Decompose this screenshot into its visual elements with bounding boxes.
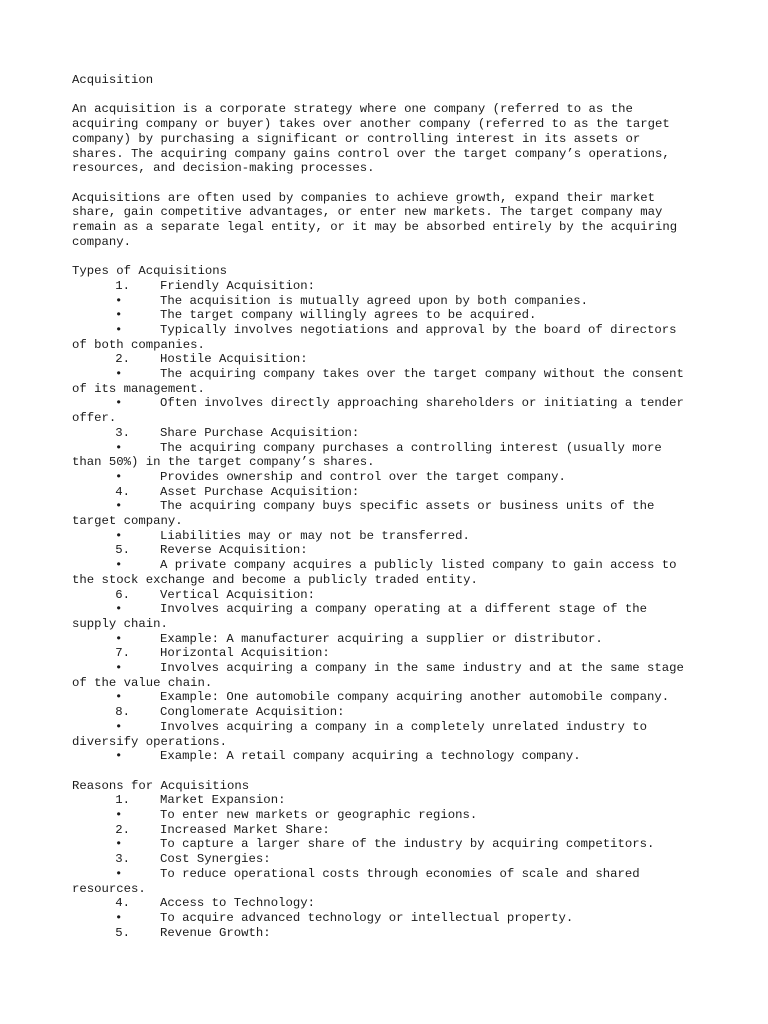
list-number: 6. bbox=[115, 587, 130, 602]
list-item-title: Conglomerate Acquisition: bbox=[160, 705, 345, 720]
list-number: 5. bbox=[115, 925, 130, 940]
bullet-text: The acquiring company purchases a controlling interest (usually more bbox=[160, 440, 662, 455]
bullet-icon: • bbox=[115, 440, 123, 455]
document-title: Acquisition bbox=[72, 73, 154, 87]
bullet-icon: • bbox=[115, 499, 123, 514]
bullet-icon: • bbox=[115, 719, 123, 734]
bullet-text-continuation: target company. bbox=[72, 514, 183, 528]
paragraph-line: resources, and decision-making processes. bbox=[72, 161, 375, 176]
bullet-text-continuation: the stock exchange and become a publicly traded entity. bbox=[72, 572, 478, 587]
bullet-text: To acquire advanced technology or intellectual property. bbox=[160, 910, 574, 925]
list-item-title: Revenue Growth: bbox=[160, 925, 271, 940]
paragraph-line: acquiring company or buyer) takes over another company (referred to as the target bbox=[72, 117, 670, 132]
list-item-title: Cost Synergies: bbox=[160, 852, 271, 867]
paragraph-line: company) by purchasing a significant or controlling interest in its assets or bbox=[72, 131, 641, 146]
bullet-text-continuation: diversify operations. bbox=[72, 734, 227, 749]
list-number: 1. bbox=[115, 793, 130, 808]
bullet-icon: • bbox=[115, 322, 123, 337]
bullet-icon: • bbox=[115, 293, 123, 308]
bullet-text: To enter new markets or geographic regions. bbox=[160, 808, 478, 822]
list-number: 3. bbox=[115, 852, 130, 867]
bullet-text: Typically involves negotiations and approval by the board of directors bbox=[160, 322, 677, 337]
bullet-text-continuation: of its management. bbox=[72, 381, 205, 396]
paragraph-line: remain as a separate legal entity, or it may be absorbed entirely by the acquiring bbox=[72, 220, 678, 234]
list-item-title: Horizontal Acquisition: bbox=[160, 646, 330, 661]
list-item-title: Vertical Acquisition: bbox=[160, 587, 315, 602]
list-item-title: Share Purchase Acquisition: bbox=[160, 425, 360, 440]
list-item-title: Friendly Acquisition: bbox=[160, 278, 315, 293]
list-item-title: Market Expansion: bbox=[160, 793, 286, 808]
bullet-icon: • bbox=[115, 910, 123, 925]
list-item-title: Reverse Acquisition: bbox=[160, 543, 308, 558]
paragraph-line: company. bbox=[72, 234, 132, 249]
bullet-text-continuation: of the value chain. bbox=[72, 675, 213, 690]
paragraph-line: An acquisition is a corporate strategy where one company (referred to as the bbox=[72, 102, 633, 117]
bullet-text-continuation: of both companies. bbox=[72, 337, 205, 352]
bullet-icon: • bbox=[115, 469, 123, 484]
list-number: 1. bbox=[115, 278, 130, 293]
bullet-text: Involves acquiring a company operating at a different stage of the bbox=[160, 602, 648, 617]
bullet-icon: • bbox=[115, 661, 123, 675]
bullet-text: A private company acquires a publicly listed company to gain access to bbox=[160, 558, 677, 573]
paragraph-line: shares. The acquiring company gains control over the target company’s operations, bbox=[72, 146, 670, 161]
list-number: 4. bbox=[115, 484, 130, 499]
bullet-text-continuation: than 50%) in the target company’s shares. bbox=[72, 455, 375, 470]
paragraph-line: Acquisitions are often used by companies to achieve growth, expand their market bbox=[72, 190, 655, 205]
bullet-text: Example: One automobile company acquiring another automobile company. bbox=[160, 690, 670, 705]
paragraph-line: share, gain competitive advantages, or enter new markets. The target company may bbox=[72, 205, 663, 220]
bullet-icon: • bbox=[115, 808, 123, 822]
bullet-text: The acquisition is mutually agreed upon by both companies. bbox=[160, 293, 589, 308]
list-item-title: Hostile Acquisition: bbox=[160, 352, 308, 367]
list-number: 3. bbox=[115, 425, 130, 440]
bullet-text: Involves acquiring a company in a completely unrelated industry to bbox=[160, 719, 648, 734]
bullet-text: Often involves directly approaching shareholders or initiating a tender bbox=[160, 396, 684, 411]
bullet-icon: • bbox=[115, 631, 123, 646]
bullet-icon: • bbox=[115, 367, 123, 381]
list-number: 2. bbox=[115, 822, 130, 837]
list-item-title: Asset Purchase Acquisition: bbox=[160, 484, 360, 499]
bullet-icon: • bbox=[115, 558, 123, 573]
list-number: 5. bbox=[115, 543, 130, 558]
list-number: 2. bbox=[115, 352, 130, 367]
list-item-title: Access to Technology: bbox=[160, 896, 315, 911]
bullet-text: The acquiring company buys specific assets or business units of the bbox=[160, 499, 655, 514]
bullet-text: To reduce operational costs through economies of scale and shared bbox=[160, 866, 640, 881]
bullet-icon: • bbox=[115, 749, 123, 764]
list-number: 8. bbox=[115, 705, 130, 720]
bullet-icon: • bbox=[115, 690, 123, 705]
bullet-text: To capture a larger share of the industry by acquiring competitors. bbox=[160, 837, 655, 852]
bullet-text: The target company willingly agrees to be acquired. bbox=[160, 308, 537, 323]
bullet-text: The acquiring company takes over the target company without the consent bbox=[160, 367, 684, 381]
bullet-icon: • bbox=[115, 837, 123, 852]
bullet-text-continuation: supply chain. bbox=[72, 616, 168, 631]
bullet-text: Liabilities may or may not be transferred. bbox=[160, 528, 470, 543]
bullet-icon: • bbox=[115, 396, 123, 411]
section-heading: Types of Acquisitions bbox=[72, 264, 227, 279]
bullet-icon: • bbox=[115, 308, 123, 323]
bullet-text-continuation: resources. bbox=[72, 881, 146, 896]
bullet-text: Provides ownership and control over the target company. bbox=[160, 469, 566, 484]
bullet-text-continuation: offer. bbox=[72, 411, 117, 426]
bullet-text: Example: A manufacturer acquiring a supplier or distributor. bbox=[160, 631, 603, 646]
list-item-title: Increased Market Share: bbox=[160, 822, 330, 837]
list-number: 7. bbox=[115, 646, 130, 661]
section-heading: Reasons for Acquisitions bbox=[72, 778, 250, 793]
bullet-text: Involves acquiring a company in the same industry and at the same stage bbox=[160, 661, 684, 675]
list-number: 4. bbox=[115, 896, 130, 911]
bullet-icon: • bbox=[115, 866, 123, 881]
bullet-icon: • bbox=[115, 602, 123, 617]
bullet-icon: • bbox=[115, 528, 123, 543]
bullet-text: Example: A retail company acquiring a technology company. bbox=[160, 749, 581, 764]
